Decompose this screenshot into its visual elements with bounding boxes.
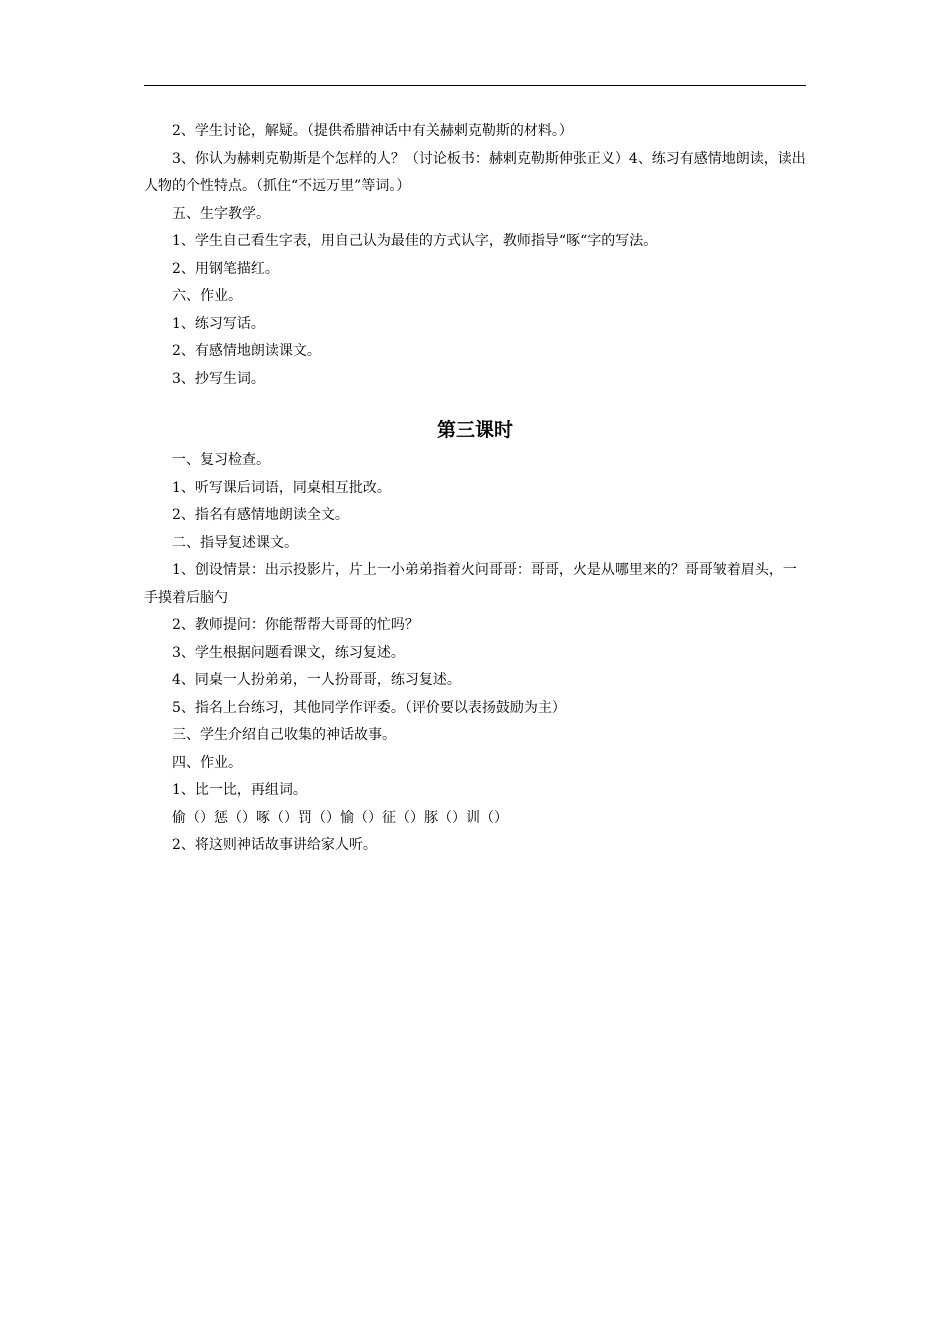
paragraph: 3、抄写生词。	[172, 370, 265, 387]
paragraph: 二、指导复述课文。	[172, 534, 298, 551]
paragraph: 1、比一比，再组词。	[172, 782, 307, 798]
paragraph: 1、听写课后词语，同桌相互批改。	[172, 479, 391, 496]
paragraph: 2、将这则神话故事讲给家人听。	[172, 837, 377, 853]
paragraph: 偷（）惩（）啄（）罚（）愉（）征（）豚（）训（）	[172, 809, 508, 826]
paragraph: 1、学生自己看生字表，用自己认为最佳的方式认字，教师指导“啄“字的写法。	[172, 233, 658, 249]
paragraph: 2、有感情地朗读课文。	[172, 343, 321, 359]
paragraph: 3、学生根据问题看课文，练习复述。	[172, 644, 405, 661]
paragraph: 2、学生讨论，解疑。（提供希腊神话中有关赫剌克勒斯的材料。）	[172, 123, 573, 139]
paragraph: 四、作业。	[172, 754, 242, 771]
paragraph: 五、生字教学。	[172, 205, 270, 222]
paragraph: 5、指名上台练习，其他同学作评委。（评价要以表扬鼓励为主）	[172, 699, 566, 716]
paragraph: 3、你认为赫剌克勒斯是个怎样的人？（讨论板书：赫剌克勒斯伸张正义）4、练习有感情地朗读，读出人物的个性特点。（抓住“不远万里”等词。）	[144, 150, 806, 194]
paragraph: 4、同桌一人扮弟弟，一人扮哥哥，练习复述。	[172, 672, 461, 688]
header-rule	[144, 85, 806, 86]
document-body	[144, 118, 806, 860]
paragraph: 2、教师提问：你能帮帮大哥哥的忙吗？	[172, 617, 419, 633]
paragraph: 1、练习写话。	[172, 315, 265, 332]
paragraph: 2、指名有感情地朗读全文。	[172, 507, 349, 523]
section-gap	[144, 393, 806, 415]
paragraph: 三、学生介绍自己收集的神话故事。	[172, 727, 396, 743]
paragraph: 六、作业。	[172, 288, 242, 304]
paragraph: 一、复习检查。	[172, 452, 270, 468]
paragraph: 1、创设情景：出示投影片，片上一小弟弟指着火问哥哥：哥哥，火是从哪里来的？哥哥皱着眉头，一手摸着后脑勺	[144, 562, 797, 606]
paragraph: 2、用钢笔描红。	[172, 260, 279, 277]
section-title: 第三课时	[436, 419, 513, 441]
